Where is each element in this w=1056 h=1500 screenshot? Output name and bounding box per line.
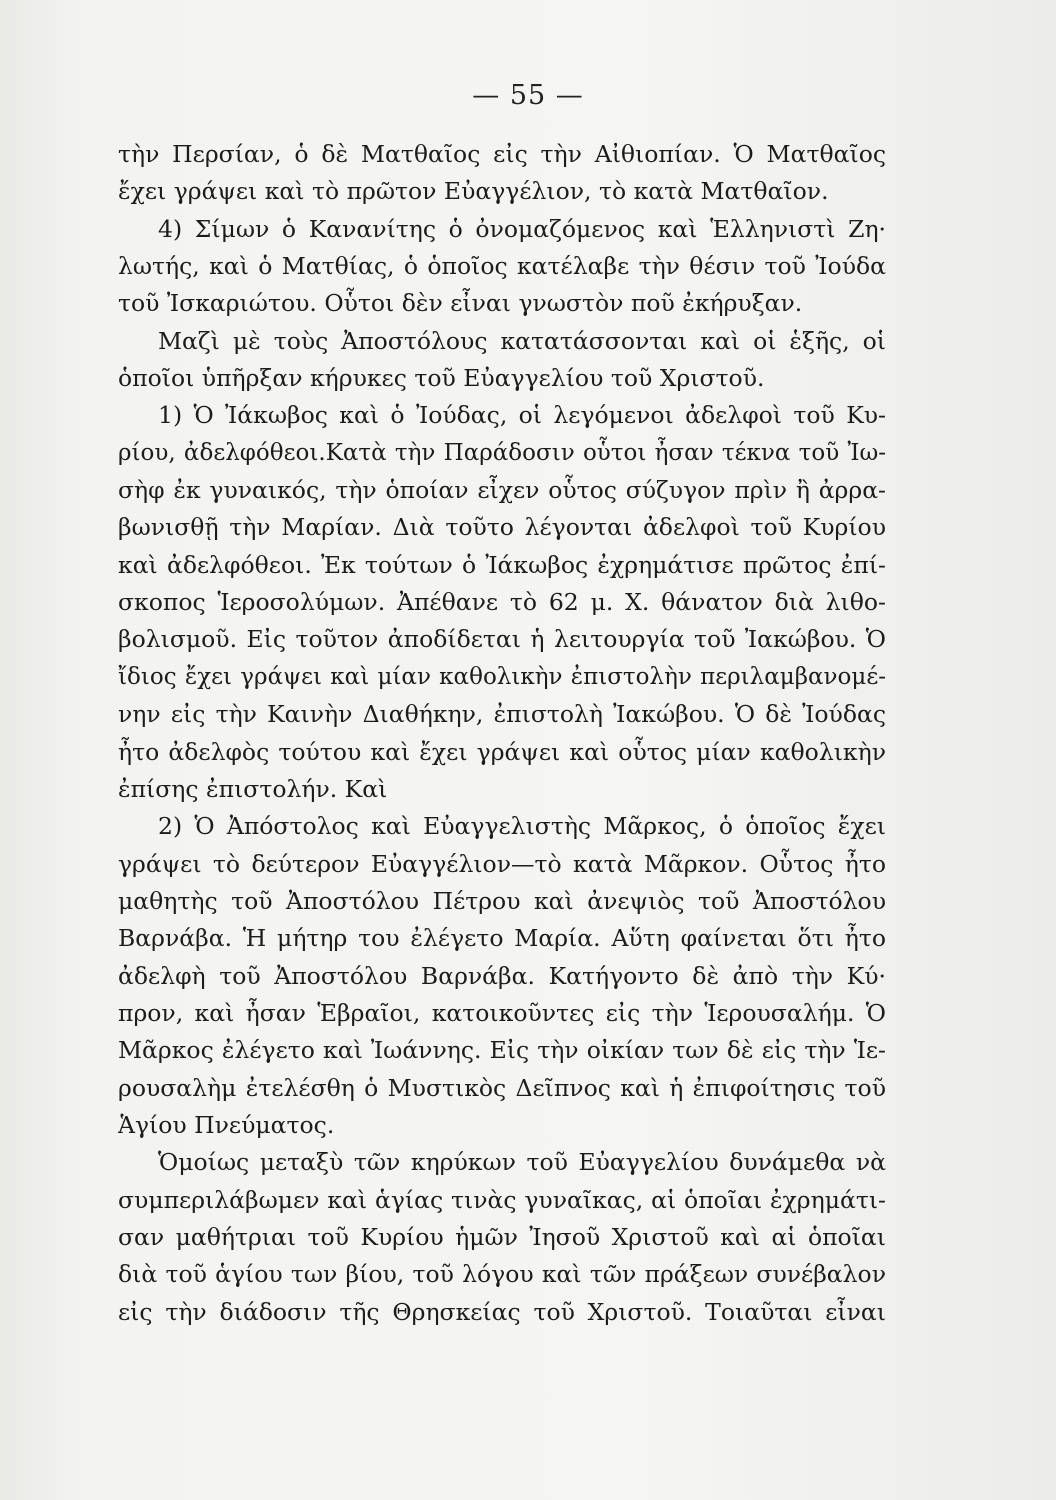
body-text	[118, 136, 886, 1331]
text-line: 4) Σίμων ὁ Κανανίτης ὁ ὀνομαζόμενος καὶ Ἑλληνιστὶ Ζη·	[158, 214, 886, 243]
text-line: Μαζὶ μὲ τοὺς Ἀποστόλους κατατάσσονται καὶ οἱ ἑξῆς, οἱ	[158, 326, 886, 355]
text-line: ἦτο ἀδελφὸς τούτου καὶ ἔχει γράψει καὶ οὗτος μίαν καθολικὴν	[118, 737, 886, 766]
text-line: συμπεριλάβωμεν καὶ ἁγίας τινὰς γυναῖκας, αἱ ὁποῖαι ἐχρημάτι-	[118, 1185, 886, 1214]
text-line: σαν μαθήτριαι τοῦ Κυρίου ἡμῶν Ἰησοῦ Χριστοῦ καὶ αἱ ὁποῖαι	[118, 1222, 886, 1251]
text-line: μαθητὴς τοῦ Ἀποστόλου Πέτρου καὶ ἀνεψιὸς τοῦ Ἀποστόλου	[118, 886, 886, 915]
text-line: 2) Ὁ Ἀπόστολος καὶ Εὐαγγελιστὴς Μᾶρκος, ὁ ὁποῖος ἔχει	[158, 812, 886, 841]
text-line: σκοπος Ἱεροσολύμων. Ἀπέθανε τὸ 62 μ. Χ. θάνατον διὰ λιθο-	[118, 588, 886, 617]
text-line: ρίου, ἀδελφόθεοι.Κατὰ τὴν Παράδοσιν οὗτοι ἦσαν τέκνα τοῦ Ἰω-	[118, 439, 886, 466]
text-line: Ὁμοίως μεταξὺ τῶν κηρύκων τοῦ Εὐαγγελίου δυνάμεθα νὰ	[158, 1148, 886, 1177]
text-line: ὁποῖοι ὑπῆρξαν κήρυκες τοῦ Εὐαγγελίου τοῦ Χριστοῦ.	[118, 364, 765, 393]
text-line: τὴν Περσίαν, ὁ δὲ Ματθαῖος εἰς τὴν Αἰθιοπίαν. Ὁ Ματθαῖος	[118, 140, 886, 168]
text-line: 1) Ὁ Ἰάκωβος καὶ ὁ Ἰούδας, οἱ λεγόμενοι ἀδελφοὶ τοῦ Κυ-	[158, 401, 886, 430]
text-line: ἴδιος ἔχει γράψει καὶ μίαν καθολικὴν ἐπιστολὴν περιλαμβανομέ-	[118, 663, 886, 690]
text-line: ἔχει γράψει καὶ τὸ πρῶτον Εὐαγγέλιον, τὸ κατὰ Ματθαῖον.	[118, 177, 829, 206]
text-line: σὴφ ἐκ γυναικός, τὴν ὁποίαν εἶχεν οὗτος σύζυγον πρὶν ἢ ἀρρα-	[118, 476, 886, 505]
text-line: Ἁγίου Πνεύματος.	[118, 1110, 335, 1139]
text-line: Βαρνάβα. Ἡ μήτηρ του ἐλέγετο Μαρία. Αὕτη φαίνεται ὅτι ἦτο	[118, 924, 886, 953]
text-line: ἀδελφὴ τοῦ Ἀποστόλου Βαρνάβα. Κατήγοντο δὲ ἀπὸ τὴν Κύ·	[118, 961, 886, 990]
text-line: εἰς τὴν διάδοσιν τῆς Θρησκείας τοῦ Χριστοῦ. Τοιαῦται εἶναι	[118, 1297, 886, 1326]
text-line: ρουσαλὴμ ἐτελέσθη ὁ Μυστικὸς Δεῖπνος καὶ ἡ ἐπιφοίτησις τοῦ	[118, 1073, 886, 1102]
text-line: γράψει τὸ δεύτερον Εὐαγγέλιον—τὸ κατὰ Μᾶρκον. Οὗτος ἦτο	[118, 849, 886, 878]
text-line: βολισμοῦ. Εἰς τοῦτον ἀποδίδεται ἡ λειτουργία τοῦ Ἰακώβου. Ὁ	[118, 625, 886, 654]
text-line: νην εἰς τὴν Καινὴν Διαθήκην, ἐπιστολὴ Ἰακώβου. Ὁ δὲ Ἰούδας	[118, 700, 886, 729]
text-line: βωνισθῇ τὴν Μαρίαν. Διὰ τοῦτο λέγονται ἀδελφοὶ τοῦ Κυρίου	[118, 513, 886, 542]
text-line: ἐπίσης ἐπιστολήν. Καὶ	[118, 774, 388, 803]
text-line: τοῦ Ἰσκαριώτου. Οὗτοι δὲν εἶναι γνωστὸν ποῦ ἐκήρυξαν.	[118, 289, 803, 318]
text-line: διὰ τοῦ ἁγίου των βίου, τοῦ λόγου καὶ τῶν πράξεων συνέβαλον	[118, 1260, 886, 1289]
text-line: καὶ ἀδελφόθεοι. Ἐκ τούτων ὁ Ἰάκωβος ἐχρημάτισε πρῶτος ἐπί-	[118, 550, 886, 579]
text-line: λωτής, καὶ ὁ Ματθίας, ὁ ὁποῖος κατέλαβε τὴν θέσιν τοῦ Ἰούδα	[118, 252, 886, 281]
text-line: προν, καὶ ἦσαν Ἑβραῖοι, κατοικοῦντες εἰς τὴν Ἱερουσαλήμ. Ὁ	[118, 998, 886, 1027]
page-number: — 55 —	[472, 80, 584, 111]
text-line: Μᾶρκος ἐλέγετο καὶ Ἰωάννης. Εἰς τὴν οἰκίαν των δὲ εἰς τὴν Ἱε-	[118, 1036, 886, 1065]
